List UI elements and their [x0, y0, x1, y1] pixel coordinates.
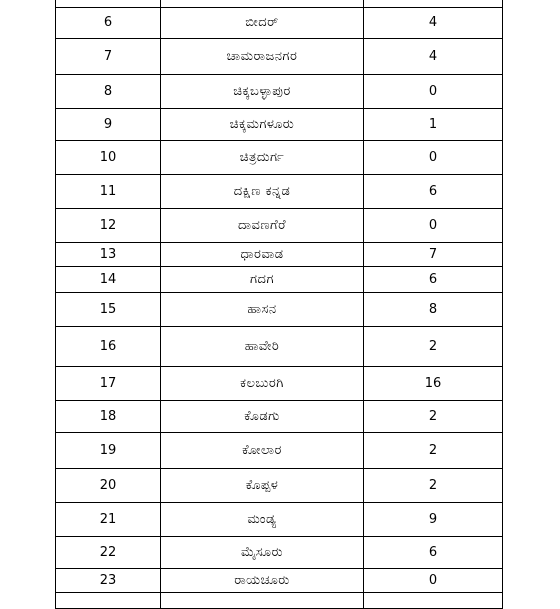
district-name-cell	[161, 592, 364, 608]
table-row	[55, 242, 503, 267]
district-name: ಕೊಪ್ಪಳ	[245, 477, 279, 493]
serial-number-cell: 11	[56, 174, 161, 208]
table-row	[55, 592, 503, 609]
district-name: ದಕ್ಷಿಣ ಕನ್ನಡ	[233, 183, 291, 199]
table-row	[55, 432, 503, 469]
district-name: ಮೈಸೂರು	[241, 544, 283, 560]
district-name-cell	[161, 568, 364, 592]
district-name-cell	[161, 326, 364, 366]
district-name-cell	[161, 400, 364, 432]
serial-number-cell: 19	[56, 432, 161, 468]
count-cell	[364, 592, 502, 608]
district-name: ಚಿಕ್ಕಬಳ್ಳಾಪುರ	[233, 83, 291, 99]
district-name-cell	[161, 468, 364, 502]
table-row	[55, 140, 503, 175]
serial-number-cell	[56, 592, 161, 608]
district-name: ಚಾಮರಾಜನಗರ	[226, 48, 298, 64]
count-cell: 6	[428, 183, 438, 199]
district-name: ದಾವಣಗೆರೆ	[237, 217, 286, 233]
district-name-cell	[161, 174, 364, 208]
count-cell: 0	[428, 572, 438, 588]
count-cell: 0	[428, 217, 438, 233]
district-name-cell	[161, 140, 364, 174]
count-cell: 0	[428, 149, 438, 165]
district-name-cell	[161, 432, 364, 468]
district-name: ಕಲಬುರಗಿ	[240, 375, 284, 391]
serial-number-cell: 13	[56, 242, 161, 266]
district-name-cell	[161, 502, 364, 536]
table-row	[55, 536, 503, 569]
district-name: ಚಿತ್ರದುರ್ಗ	[239, 149, 285, 165]
serial-number-cell: 14	[56, 266, 161, 292]
district-name: ಹಾವೇರಿ	[244, 338, 280, 354]
serial-number-cell: 15	[56, 292, 161, 326]
serial-number-cell: 8	[56, 74, 161, 108]
district-name: ಹಾಸನ	[247, 301, 277, 317]
serial-number-cell: 20	[56, 468, 161, 502]
table-row	[55, 366, 503, 401]
table-row	[55, 108, 503, 141]
serial-number-cell: 9	[56, 108, 161, 140]
count-cell: 2	[428, 338, 438, 354]
district-name-cell	[161, 242, 364, 266]
table-row	[55, 174, 503, 209]
count-cell: 16	[424, 375, 442, 391]
serial-number-cell: 6	[56, 6, 161, 38]
serial-number-cell: 17	[56, 366, 161, 400]
count-cell: 2	[428, 442, 438, 458]
district-name: ಧಾರವಾಡ	[240, 246, 284, 262]
count-cell: 6	[428, 544, 438, 560]
table-row	[55, 38, 503, 75]
district-name: ಗದಗ	[250, 271, 274, 287]
table-row	[55, 266, 503, 293]
district-name-cell	[161, 208, 364, 242]
serial-number-cell: 10	[56, 140, 161, 174]
table-row	[55, 74, 503, 109]
count-cell: 1	[428, 116, 438, 132]
table-row	[55, 400, 503, 433]
district-name-cell	[161, 74, 364, 108]
count-cell: 2	[428, 408, 438, 424]
table-row	[55, 568, 503, 593]
serial-number-cell: 16	[56, 326, 161, 366]
district-name-cell	[161, 366, 364, 400]
district-name-cell	[161, 266, 364, 292]
count-cell: 6	[428, 271, 438, 287]
serial-number-cell: 21	[56, 502, 161, 536]
district-name: ಚಿಕ್ಕಮಗಳೂರು	[229, 116, 295, 132]
district-name-cell	[161, 38, 364, 74]
district-name: ರಾಯಚೂರು	[234, 572, 290, 588]
district-name-cell	[161, 292, 364, 326]
count-cell: 4	[428, 48, 438, 64]
district-name-cell	[161, 536, 364, 568]
table-row	[55, 468, 503, 503]
serial-number-cell: 23	[56, 568, 161, 592]
count-cell: 8	[428, 301, 438, 317]
serial-number-cell: 7	[56, 38, 161, 74]
district-name: ಕೊಡಗು	[244, 408, 280, 424]
serial-number-cell: 18	[56, 400, 161, 432]
district-name-cell	[161, 108, 364, 140]
table-row	[55, 208, 503, 243]
table-row	[55, 502, 503, 537]
district-name: ಮಂಡ್ಯ	[247, 511, 277, 527]
serial-number-cell: 12	[56, 208, 161, 242]
table-row	[55, 292, 503, 327]
count-cell: 4	[428, 14, 438, 30]
count-cell: 9	[428, 511, 438, 527]
serial-number-cell: 22	[56, 536, 161, 568]
count-cell: 2	[428, 477, 438, 493]
district-name: ಕೋಲಾರ	[242, 442, 282, 458]
district-name: ಬೀದರ್	[245, 14, 279, 30]
table-row	[55, 6, 503, 39]
count-cell: 0	[428, 83, 438, 99]
count-cell: 7	[428, 246, 438, 262]
district-name-cell	[161, 6, 364, 38]
table-row	[55, 326, 503, 367]
